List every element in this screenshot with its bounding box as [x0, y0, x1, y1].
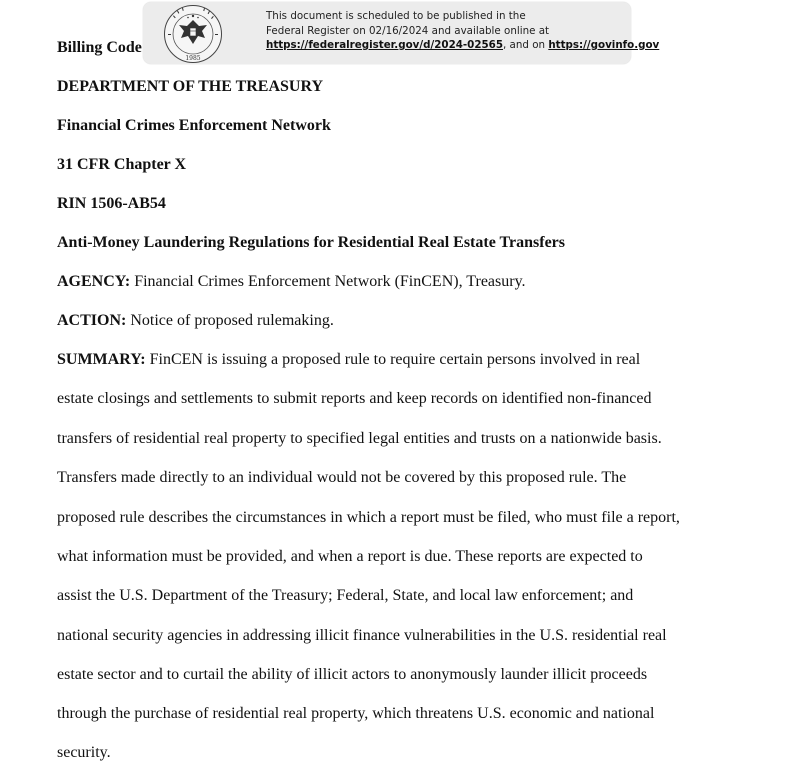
- action-label: ACTION:: [57, 312, 127, 329]
- seal-year: 1985: [185, 55, 201, 62]
- summary-line: national security agencies in addressing illicit finance vulnerabilities in the U.S. residential real: [57, 627, 667, 644]
- banner-text: [266, 9, 659, 53]
- govinfo-link[interactable]: https://govinfo.gov: [548, 39, 660, 51]
- summary-line: proposed rule describes the circumstances in which a report must be filed, who must file a report,: [57, 509, 680, 526]
- agency-text: Financial Crimes Enforcement Network (FinCEN), Treasury.: [130, 273, 526, 290]
- agency-line: [57, 272, 526, 292]
- summary-line: assist the U.S. Department of the Treasury; Federal, State, and local law enforcement; and: [57, 587, 634, 604]
- summary-line: through the purchase of residential real property, which threatens U.S. economic and national: [57, 705, 655, 722]
- bureau-heading: Financial Crimes Enforcement Network: [57, 117, 331, 134]
- banner-line-1: This document is scheduled to be published in the: [266, 10, 526, 22]
- summary-label: SUMMARY:: [57, 351, 146, 368]
- summary-line: security.: [57, 744, 111, 761]
- agency-label: AGENCY:: [57, 273, 131, 290]
- national-archives-seal-icon: [163, 4, 223, 64]
- department-heading: DEPARTMENT OF THE TREASURY: [57, 78, 324, 95]
- federal-register-link[interactable]: https://federalregister.gov/d/2024-02565: [266, 39, 504, 51]
- action-line: [57, 311, 334, 331]
- banner-between-text: , and on: [503, 39, 549, 51]
- summary-line: transfers of residential real property to specified legal entities and trusts on a nationwide basis.: [57, 430, 662, 447]
- action-text: Notice of proposed rulemaking.: [126, 312, 334, 329]
- rin-heading: RIN 1506-AB54: [57, 195, 166, 212]
- summary-line: what information must be provided, and when a report is due. These reports are expected to: [57, 548, 643, 565]
- summary-text: FinCEN is issuing a proposed rule to require certain persons involved in real: [145, 351, 641, 368]
- rule-title: Anti-Money Laundering Regulations for Residential Real Estate Transfers: [57, 234, 565, 251]
- banner-line-2: Federal Register on 02/16/2024 and available online at: [266, 24, 550, 37]
- summary-line: estate closings and settlements to submit reports and keep records on identified non-financed: [57, 390, 652, 407]
- summary-line: estate sector and to curtail the ability of illicit actors to anonymously launder illicit proceeds: [57, 666, 648, 683]
- billing-code: Billing Code: [57, 39, 142, 56]
- banner-line-3: [266, 38, 659, 53]
- summary-line: Transfers made directly to an individual would not be covered by this proposed rule. The: [57, 469, 627, 486]
- cfr-heading: 31 CFR Chapter X: [57, 156, 187, 173]
- summary-first-line: [57, 350, 640, 370]
- publication-banner: [143, 2, 660, 64]
